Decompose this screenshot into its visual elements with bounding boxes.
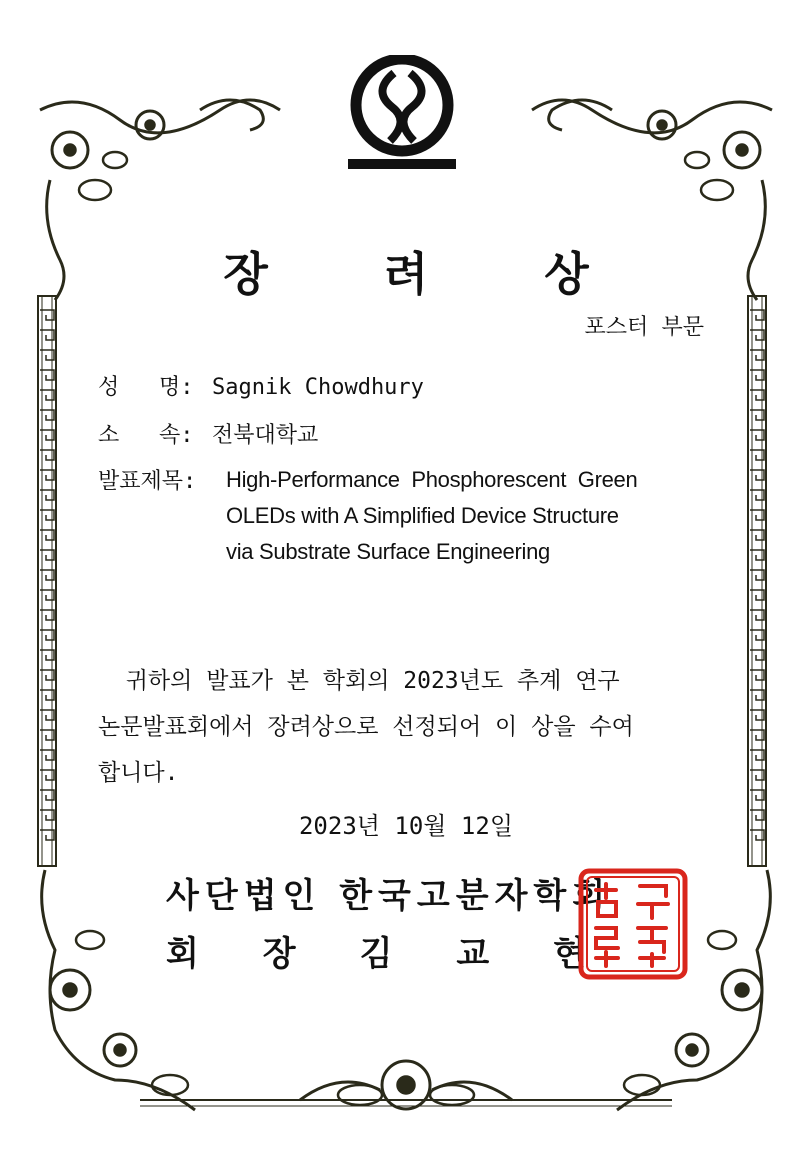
award-category: 포스터 부문 bbox=[584, 315, 704, 340]
award-date: 2023년 10월 12일 bbox=[298, 812, 514, 840]
paper-title-label: 발표제목: bbox=[98, 469, 197, 494]
paper-title bbox=[226, 462, 706, 570]
paper-title-line: via Substrate Surface Engineering bbox=[226, 539, 550, 564]
name-value: Sagnik Chowdhury bbox=[212, 375, 424, 400]
president-signature-line bbox=[166, 926, 586, 975]
citation-line: 합니다. bbox=[98, 760, 179, 786]
president-name-char: 현 bbox=[553, 934, 586, 974]
organization-name: 사단법인 한국고분자학회 bbox=[166, 876, 612, 916]
society-logo bbox=[340, 55, 464, 173]
paper-title-row bbox=[98, 464, 212, 495]
president-name-char: 교 bbox=[456, 934, 490, 974]
paper-title-line: OLEDs with A Simplified Device Structure bbox=[226, 503, 619, 528]
president-name-char: 김 bbox=[359, 934, 393, 974]
paper-title-line: High-Performance Phosphorescent Green bbox=[226, 467, 638, 492]
affiliation-row bbox=[98, 418, 318, 449]
award-title: 장 려 상 bbox=[223, 247, 639, 301]
citation-line: 귀하의 발표가 본 학회의 2023년도 추계 연구 bbox=[98, 668, 620, 694]
name-label: 성 명: bbox=[98, 375, 194, 400]
affiliation-value: 전북대학교 bbox=[212, 423, 319, 448]
president-title-char: 회 bbox=[166, 934, 199, 974]
president-title-char: 장 bbox=[262, 934, 296, 974]
official-seal-stamp bbox=[578, 868, 688, 980]
citation-line: 논문발표회에서 장려상으로 선정되어 이 상을 수여 bbox=[98, 714, 634, 740]
name-row bbox=[98, 370, 424, 401]
citation-text bbox=[98, 658, 706, 796]
affiliation-label: 소 속: bbox=[98, 423, 194, 448]
